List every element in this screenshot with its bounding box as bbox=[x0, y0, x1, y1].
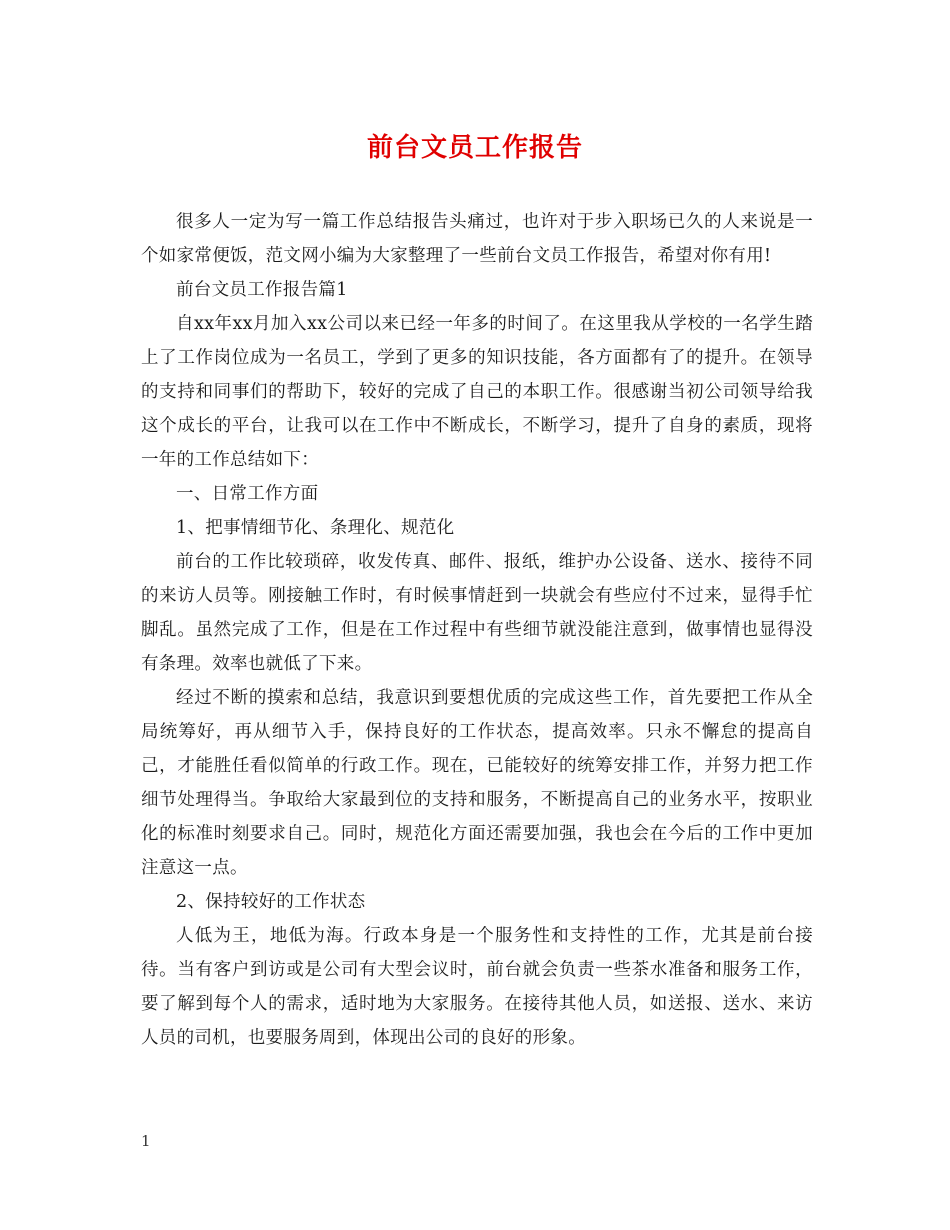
intro-paragraph: 很多人一定为写一篇工作总结报告头痛过，也许对于步入职场已久的人来说是一个如家常便饭，范文网小编为大家整理了一些前台文员工作报告，希望对你有用! bbox=[141, 212, 813, 266]
body-paragraph: 自xx年xx月加入xx公司以来已经一年多的时间了。在这里我从学校的一名学生踏上了工作岗位成为一名员工，学到了更多的知识技能，各方面都有了的提升。在领导的支持和同事们的帮助下，较好的完成了自己的本职工作。很感谢当初公司领导给我这个成长的平台，让我可以在工作中不断成长，不断学习，提升了自身的素质，现将一年的工作总结如下： bbox=[141, 314, 813, 470]
page-number: 1 bbox=[141, 1132, 151, 1150]
body-paragraph: 前台的工作比较琐碎，收发传真、邮件、报纸，维护办公设备、送水、接待不同的来访人员等。刚接触工作时，有时候事情赶到一块就会有些应付不过来，显得手忙脚乱。虽然完成了工作，但是在工作过程中有些细节就没能注意到，做事情也显得没有条理。效率也就低了下来。 bbox=[141, 552, 813, 674]
body-paragraph: 经过不断的摸索和总结，我意识到要想优质的完成这些工作，首先要把工作从全局统筹好，再从细节入手，保持良好的工作状态，提高效率。只永不懈怠的提高自己，才能胜任看似简单的行政工作。现在，已能较好的统筹安排工作，并努力把工作细节处理得当。争取给大家最到位的支持和服务，不断提高自己的业务水平，按职业化的标准时刻要求自己。同时，规范化方面还需要加强，我也会在今后的工作中更加注意这一点。 bbox=[141, 688, 813, 878]
subsection-heading-2: 2、保持较好的工作状态 bbox=[176, 892, 366, 912]
report-heading-1: 前台文员工作报告篇1 bbox=[176, 280, 348, 300]
document-body bbox=[141, 205, 813, 1055]
section-heading-daily-work: 一、日常工作方面 bbox=[176, 484, 319, 504]
body-paragraph: 人低为王，地低为海。行政本身是一个服务性和支持性的工作，尤其是前台接待。当有客户到访或是公司有大型会议时，前台就会负责一些茶水准备和服务工作，要了解到每个人的需求，适时地为大家服务。在接待其他人员，如送报、送水、来访人员的司机，也要服务周到，体现出公司的良好的形象。 bbox=[141, 926, 813, 1048]
subsection-heading-1: 1、把事情细节化、条理化、规范化 bbox=[176, 518, 455, 538]
document-title: 前台文员工作报告 bbox=[366, 133, 583, 163]
